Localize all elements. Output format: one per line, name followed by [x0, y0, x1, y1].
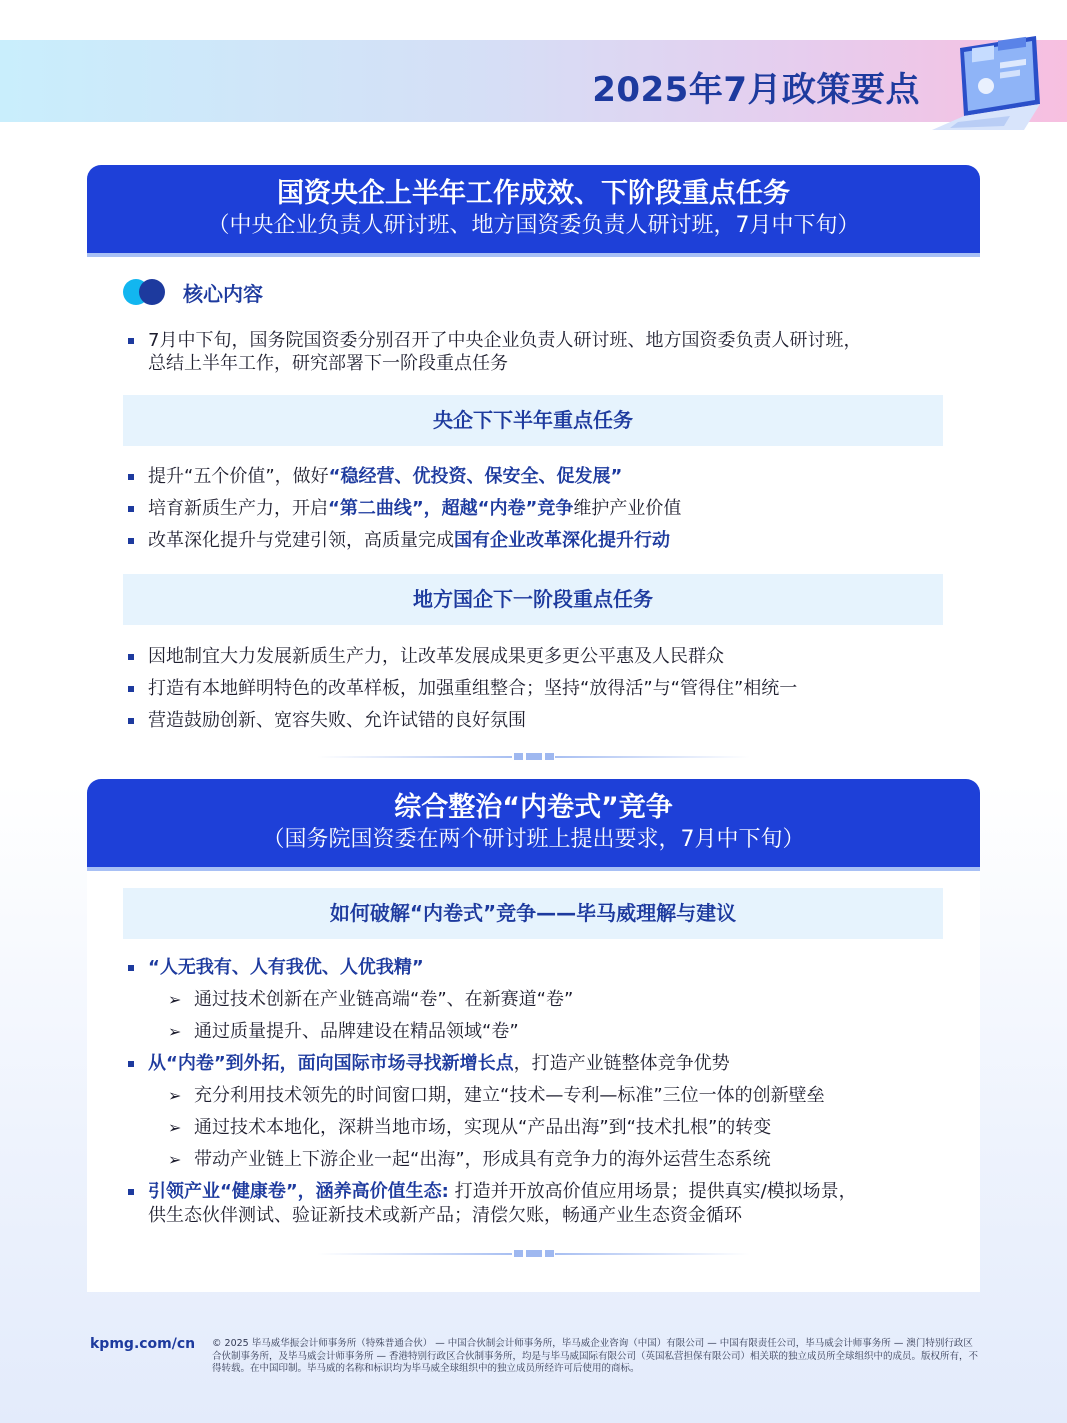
section-1-header [87, 165, 980, 257]
page-title: 2025年7月政策要点 [592, 70, 920, 110]
section-divider [317, 753, 750, 761]
section-2-header [87, 779, 980, 871]
arrow-bullet-icon: ➢ [168, 1022, 182, 1041]
list-item: 培育新质生产力，开启“第二曲线”，超越“内卷”竞争维护产业价值 [126, 497, 956, 521]
suggestions-list [126, 956, 966, 1236]
arrow-bullet-icon: ➢ [168, 990, 182, 1009]
local-tasks-list [126, 645, 956, 741]
section-1-title: 国资央企上半年工作成效、下阶段重点任务 [277, 178, 790, 209]
list-item: 7月中下旬，国务院国资委分别召开了中央企业负责人研讨班、地方国资委负责人研讨班， 总结上半年工作，研究部署下一阶段重点任务 [126, 329, 956, 375]
arrow-bullet-icon: ➢ [168, 1086, 182, 1105]
bullet-square-icon [128, 686, 134, 692]
bullet-square-icon [128, 474, 134, 480]
intro-list [126, 329, 956, 375]
sub-list-item: ➢ 带动产业链上下游企业一起“出海”，形成具有竞争力的海外运营生态系统 [168, 1149, 771, 1170]
list-item: 引领产业“健康卷”，涵养高价值生态: 打造并开放高价值应用场景；提供真实/模拟场景， 供生态伙伴测试、验证新技术或新产品；清偿欠账，畅通产业生态资金循环 [126, 1180, 966, 1228]
section-1-subtitle: （中央企业负责人研讨班、地方国资委负责人研讨班，7月中下旬） [207, 213, 860, 238]
bullet-square-icon [128, 718, 134, 724]
sub-list-item: ➢ 充分利用技术领先的时间窗口期，建立“技术—专利—标准”三位一体的创新壁垒 [168, 1085, 825, 1106]
list-item: 因地制宜大力发展新质生产力，让改革发展成果更多更公平惠及人民群众 [126, 645, 956, 669]
list-item: 营造鼓励创新、宽容失败、允许试错的良好氛围 [126, 709, 956, 733]
legal-notice: © 2025 毕马威华振会计师事务所（特殊普通合伙） — 中国合伙制会计师事务所，毕马威企业咨询（中国）有限公司 — 中国有限责任公司，毕马威会计师事务所 — 澳门特别行政区合伙制事务所，及毕马威会计师事务所 — 香港特别行政区合伙制事务所，均是与毕马威国际有限公司（英国私营担保有限公司）相关联的独立成员所全球组织中的成员。版权所有，不得转载。在中国印制。毕马威的名称和标识均为毕马威全球组织中的独立成员所经许可后使用的商标。 [212, 1338, 979, 1374]
bullet-square-icon [128, 1189, 134, 1195]
local-tasks-heading: 地方国企下一阶段重点任务 [123, 574, 943, 625]
sub-list-item: ➢ 通过质量提升、品牌建设在精品领域“卷” [168, 1021, 519, 1042]
bullet-square-icon [128, 338, 134, 344]
sub-list-item: ➢ 通过技术创新在产业链高端“卷”、在新赛道“卷” [168, 989, 574, 1010]
laptop-dashboard-icon [918, 30, 1048, 140]
core-content-label [123, 278, 263, 306]
bullet-square-icon [128, 1061, 134, 1067]
section-2-title: 综合整治“内卷式”竞争 [394, 792, 673, 823]
list-item: 改革深化提升与党建引领，高质量完成国有企业改革深化提升行动 [126, 529, 956, 553]
kpmg-suggestions-heading: 如何破解“内卷式”竞争——毕马威理解与建议 [123, 888, 943, 939]
bullet-square-icon [128, 965, 134, 971]
kpmg-website-link[interactable]: kpmg.com/cn [90, 1336, 196, 1352]
sub-list [148, 988, 966, 1044]
list-item: 提升“五个价值”，做好“稳经营、优投资、保安全、促发展” [126, 465, 956, 489]
central-tasks-list [126, 465, 956, 561]
sub-list [148, 1084, 966, 1172]
section-2-subtitle: （国务院国资委在两个研讨班上提出要求，7月中下旬） [262, 827, 805, 852]
bullet-square-icon [128, 654, 134, 660]
core-content-text: 核心内容 [183, 281, 263, 306]
sub-list-item: ➢ 通过技术本地化，深耕当地市场，实现从“产品出海”到“技术扎根”的转变 [168, 1117, 772, 1138]
section-divider [317, 1250, 750, 1258]
arrow-bullet-icon: ➢ [168, 1150, 182, 1169]
list-item: “人无我有、人有我优、人优我精” ➢ 通过技术创新在产业链高端“卷”、在新赛道“卷” ➢ 通过质量提升、品牌建设在精品领域“卷” [126, 956, 966, 1044]
arrow-bullet-icon: ➢ [168, 1118, 182, 1137]
double-dot-icon [123, 278, 169, 306]
list-item: 从“内卷”到外拓，面向国际市场寻找新增长点，打造产业链整体竞争优势 ➢ 充分利用技术领先的时间窗口期，建立“技术—专利—标准”三位一体的创新壁垒 ➢ 通过技术本地化，深耕当地市场，实现从“产品出海”到“技术扎根”的转变 ➢ 带动产业链上下游企业一起“出海”，形成具有竞争力的海外运营生态系统 [126, 1052, 966, 1172]
bullet-square-icon [128, 506, 134, 512]
bullet-square-icon [128, 538, 134, 544]
central-tasks-heading: 央企下下半年重点任务 [123, 395, 943, 446]
list-item: 打造有本地鲜明特色的改革样板，加强重组整合；坚持“放得活”与“管得住”相统一 [126, 677, 956, 701]
